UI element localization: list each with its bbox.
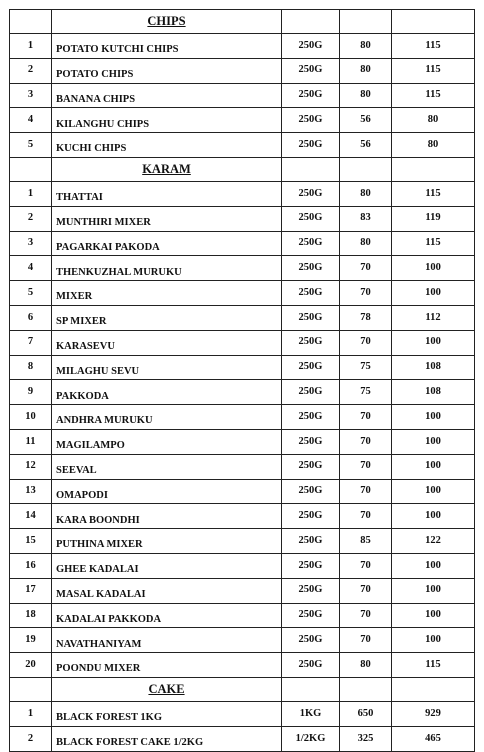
item-name: SEEVAL (52, 454, 282, 479)
item-mrp: 115 (392, 58, 475, 83)
item-mrp: 115 (392, 181, 475, 206)
item-number: 5 (10, 133, 52, 158)
table-row (10, 653, 475, 678)
item-name: ANDHRA MURUKU (52, 405, 282, 430)
item-price: 650 (340, 701, 392, 726)
section-header-row (10, 677, 475, 701)
item-name: MUNTHIRI MIXER (52, 206, 282, 231)
blank-cell (340, 157, 392, 181)
section-title: KARAM (52, 157, 282, 181)
item-mrp: 115 (392, 34, 475, 59)
item-name: SP MIXER (52, 305, 282, 330)
item-quantity: 250G (282, 281, 340, 306)
item-name: POONDU MIXER (52, 653, 282, 678)
table-row (10, 330, 475, 355)
item-number: 1 (10, 701, 52, 726)
item-price: 75 (340, 380, 392, 405)
item-number: 2 (10, 206, 52, 231)
item-number: 14 (10, 504, 52, 529)
table-row (10, 479, 475, 504)
blank-cell (340, 677, 392, 701)
item-price: 70 (340, 256, 392, 281)
item-number: 1 (10, 34, 52, 59)
blank-cell (282, 157, 340, 181)
item-name: GHEE KADALAI (52, 553, 282, 578)
item-mrp: 115 (392, 653, 475, 678)
item-price: 70 (340, 578, 392, 603)
item-number: 17 (10, 578, 52, 603)
section-title: CHIPS (52, 10, 282, 34)
item-price: 80 (340, 231, 392, 256)
table-row (10, 380, 475, 405)
item-number: 16 (10, 553, 52, 578)
item-quantity: 250G (282, 108, 340, 133)
table-row (10, 256, 475, 281)
item-quantity: 250G (282, 133, 340, 158)
table-row (10, 34, 475, 59)
item-price: 80 (340, 58, 392, 83)
item-quantity: 250G (282, 231, 340, 256)
item-quantity: 250G (282, 429, 340, 454)
blank-cell (282, 10, 340, 34)
item-name: PAKKODA (52, 380, 282, 405)
table-row (10, 181, 475, 206)
item-price: 80 (340, 653, 392, 678)
table-row (10, 578, 475, 603)
item-name: MIXER (52, 281, 282, 306)
item-number: 7 (10, 330, 52, 355)
section-title: CAKE (52, 677, 282, 701)
item-name: MASAL KADALAI (52, 578, 282, 603)
section-header-row (10, 10, 475, 34)
item-quantity: 250G (282, 206, 340, 231)
table-row (10, 355, 475, 380)
item-name: OMAPODI (52, 479, 282, 504)
item-name: POTATO CHIPS (52, 58, 282, 83)
table-row (10, 281, 475, 306)
table-row (10, 553, 475, 578)
table-row (10, 603, 475, 628)
item-number: 18 (10, 603, 52, 628)
item-quantity: 250G (282, 380, 340, 405)
item-name: MILAGHU SEVU (52, 355, 282, 380)
item-quantity: 250G (282, 305, 340, 330)
table-row (10, 529, 475, 554)
table-row (10, 628, 475, 653)
table-row (10, 231, 475, 256)
item-name: BANANA CHIPS (52, 83, 282, 108)
item-mrp: 80 (392, 108, 475, 133)
item-number: 3 (10, 83, 52, 108)
table-row (10, 133, 475, 158)
item-mrp: 100 (392, 553, 475, 578)
item-price: 85 (340, 529, 392, 554)
blank-cell (282, 677, 340, 701)
blank-cell (10, 157, 52, 181)
item-quantity: 250G (282, 454, 340, 479)
item-price: 70 (340, 405, 392, 430)
item-name: KILANGHU CHIPS (52, 108, 282, 133)
item-mrp: 100 (392, 504, 475, 529)
item-quantity: 250G (282, 34, 340, 59)
blank-cell (392, 677, 475, 701)
item-number: 1 (10, 181, 52, 206)
item-quantity: 1KG (282, 701, 340, 726)
table-row (10, 83, 475, 108)
item-number: 8 (10, 355, 52, 380)
item-name: POTATO KUTCHI CHIPS (52, 34, 282, 59)
item-price: 75 (340, 355, 392, 380)
blank-cell (392, 157, 475, 181)
item-price: 56 (340, 108, 392, 133)
item-price: 70 (340, 281, 392, 306)
item-quantity: 250G (282, 578, 340, 603)
item-quantity: 250G (282, 479, 340, 504)
item-mrp: 80 (392, 133, 475, 158)
item-mrp: 122 (392, 529, 475, 554)
item-mrp: 465 (392, 726, 475, 751)
blank-cell (10, 677, 52, 701)
item-name: KADALAI PAKKODA (52, 603, 282, 628)
item-name: KUCHI CHIPS (52, 133, 282, 158)
item-number: 20 (10, 653, 52, 678)
item-price: 70 (340, 330, 392, 355)
item-mrp: 100 (392, 281, 475, 306)
item-mrp: 108 (392, 355, 475, 380)
item-name: THENKUZHAL MURUKU (52, 256, 282, 281)
item-price: 325 (340, 726, 392, 751)
price-list-table (9, 9, 475, 752)
item-name: PUTHINA MIXER (52, 529, 282, 554)
item-quantity: 250G (282, 504, 340, 529)
table-row (10, 305, 475, 330)
item-name: BLACK FOREST CAKE 1/2KG (52, 726, 282, 751)
item-number: 15 (10, 529, 52, 554)
item-quantity: 250G (282, 405, 340, 430)
item-mrp: 100 (392, 603, 475, 628)
item-quantity: 1/2KG (282, 726, 340, 751)
item-quantity: 250G (282, 181, 340, 206)
item-number: 19 (10, 628, 52, 653)
item-name: NAVATHANIYAM (52, 628, 282, 653)
item-quantity: 250G (282, 529, 340, 554)
item-quantity: 250G (282, 83, 340, 108)
item-number: 13 (10, 479, 52, 504)
item-name: KARA BOONDHI (52, 504, 282, 529)
item-number: 3 (10, 231, 52, 256)
item-number: 5 (10, 281, 52, 306)
item-quantity: 250G (282, 553, 340, 578)
item-price: 70 (340, 553, 392, 578)
item-quantity: 250G (282, 355, 340, 380)
item-mrp: 929 (392, 701, 475, 726)
item-mrp: 115 (392, 231, 475, 256)
item-mrp: 100 (392, 578, 475, 603)
item-number: 6 (10, 305, 52, 330)
item-price: 70 (340, 479, 392, 504)
item-quantity: 250G (282, 330, 340, 355)
item-quantity: 250G (282, 603, 340, 628)
item-number: 12 (10, 454, 52, 479)
item-name: MAGILAMPO (52, 429, 282, 454)
item-price: 56 (340, 133, 392, 158)
item-quantity: 250G (282, 628, 340, 653)
item-number: 2 (10, 58, 52, 83)
item-mrp: 100 (392, 628, 475, 653)
item-quantity: 250G (282, 653, 340, 678)
item-mrp: 115 (392, 83, 475, 108)
table-row (10, 504, 475, 529)
table-row (10, 108, 475, 133)
blank-cell (10, 10, 52, 34)
table-row (10, 429, 475, 454)
item-price: 70 (340, 504, 392, 529)
item-name: THATTAI (52, 181, 282, 206)
item-name: KARASEVU (52, 330, 282, 355)
table-row (10, 454, 475, 479)
item-price: 83 (340, 206, 392, 231)
item-mrp: 100 (392, 429, 475, 454)
item-number: 4 (10, 256, 52, 281)
section-header-row (10, 157, 475, 181)
item-mrp: 100 (392, 256, 475, 281)
item-number: 2 (10, 726, 52, 751)
item-mrp: 100 (392, 479, 475, 504)
item-name: BLACK FOREST 1KG (52, 701, 282, 726)
item-mrp: 112 (392, 305, 475, 330)
table-row (10, 726, 475, 751)
item-mrp: 119 (392, 206, 475, 231)
item-price: 80 (340, 181, 392, 206)
item-price: 70 (340, 603, 392, 628)
table-row (10, 405, 475, 430)
item-mrp: 100 (392, 405, 475, 430)
item-price: 70 (340, 454, 392, 479)
blank-cell (340, 10, 392, 34)
table-row (10, 206, 475, 231)
item-mrp: 100 (392, 330, 475, 355)
item-name: PAGARKAI PAKODA (52, 231, 282, 256)
item-quantity: 250G (282, 256, 340, 281)
table-row (10, 58, 475, 83)
item-number: 10 (10, 405, 52, 430)
item-number: 11 (10, 429, 52, 454)
table-row (10, 701, 475, 726)
item-price: 78 (340, 305, 392, 330)
item-mrp: 100 (392, 454, 475, 479)
item-price: 80 (340, 34, 392, 59)
item-number: 9 (10, 380, 52, 405)
item-price: 70 (340, 429, 392, 454)
item-mrp: 108 (392, 380, 475, 405)
item-number: 4 (10, 108, 52, 133)
item-quantity: 250G (282, 58, 340, 83)
blank-cell (392, 10, 475, 34)
item-price: 70 (340, 628, 392, 653)
item-price: 80 (340, 83, 392, 108)
